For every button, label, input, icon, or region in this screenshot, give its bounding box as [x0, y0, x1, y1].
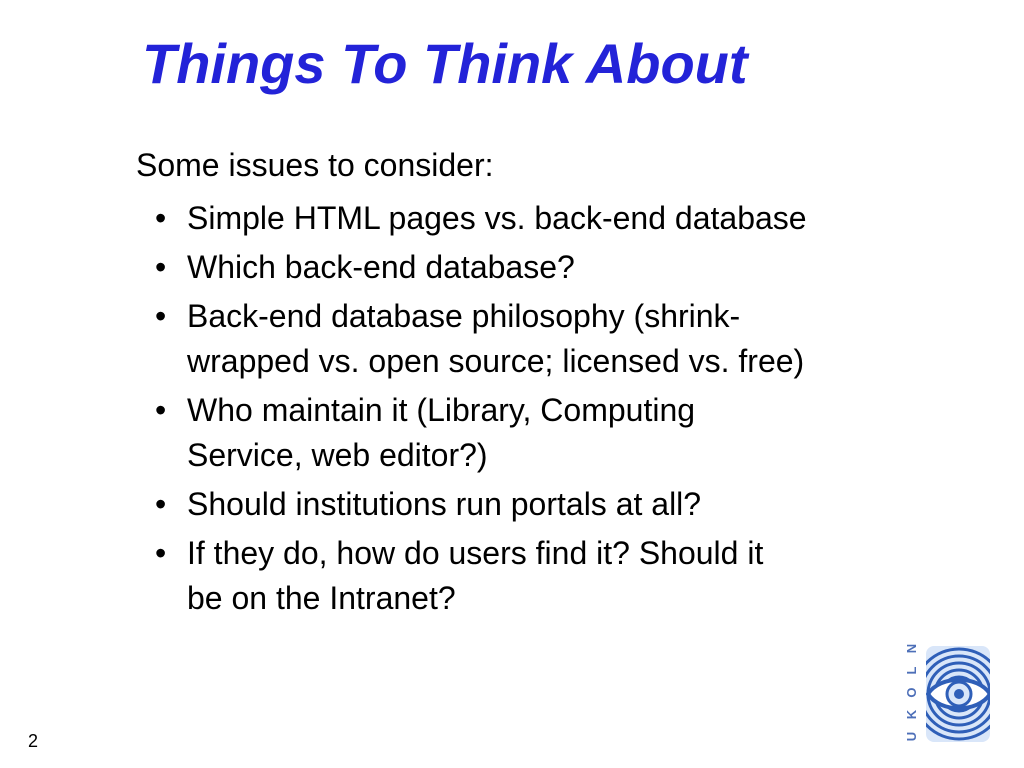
- ukoln-logo: [904, 640, 988, 744]
- bullet-marker: •: [155, 535, 167, 571]
- logo-letter: U: [904, 730, 919, 742]
- logo-letter: O: [904, 686, 919, 698]
- bullet-item: [155, 245, 975, 290]
- bullet-text: If they do, how do users find it? Should it be on the Intranet?: [187, 535, 764, 616]
- ukoln-eye-logo-icon: [926, 646, 990, 742]
- bullet-item: [155, 388, 975, 478]
- bullet-text: Back-end database philosophy (shrink- wrapped vs. open source; licensed vs. free): [187, 298, 805, 379]
- bullet-text: Which back-end database?: [187, 249, 575, 285]
- bullet-list: [155, 196, 975, 625]
- bullet-item: [155, 482, 975, 527]
- slide-title: Things To Think About: [142, 32, 748, 95]
- page-number: 2: [28, 731, 39, 751]
- bullet-marker: •: [155, 200, 167, 236]
- bullet-text: Should institutions run portals at all?: [187, 486, 702, 522]
- logo-letter: L: [904, 665, 919, 675]
- bullet-text: Simple HTML pages vs. back-end database: [187, 200, 807, 236]
- bullet-text: Who maintain it (Library, Computing Service, web editor?): [187, 392, 696, 473]
- logo-letter: K: [904, 708, 919, 720]
- bullet-marker: •: [155, 486, 167, 522]
- logo-letters: [904, 640, 924, 744]
- bullet-item: [155, 531, 975, 621]
- bullet-marker: •: [155, 249, 167, 285]
- bullet-item: [155, 196, 975, 241]
- intro-text: Some issues to consider:: [136, 147, 494, 183]
- bullet-marker: •: [155, 298, 167, 334]
- bullet-item: [155, 294, 975, 384]
- bullet-marker: •: [155, 392, 167, 428]
- logo-letter: N: [904, 642, 919, 654]
